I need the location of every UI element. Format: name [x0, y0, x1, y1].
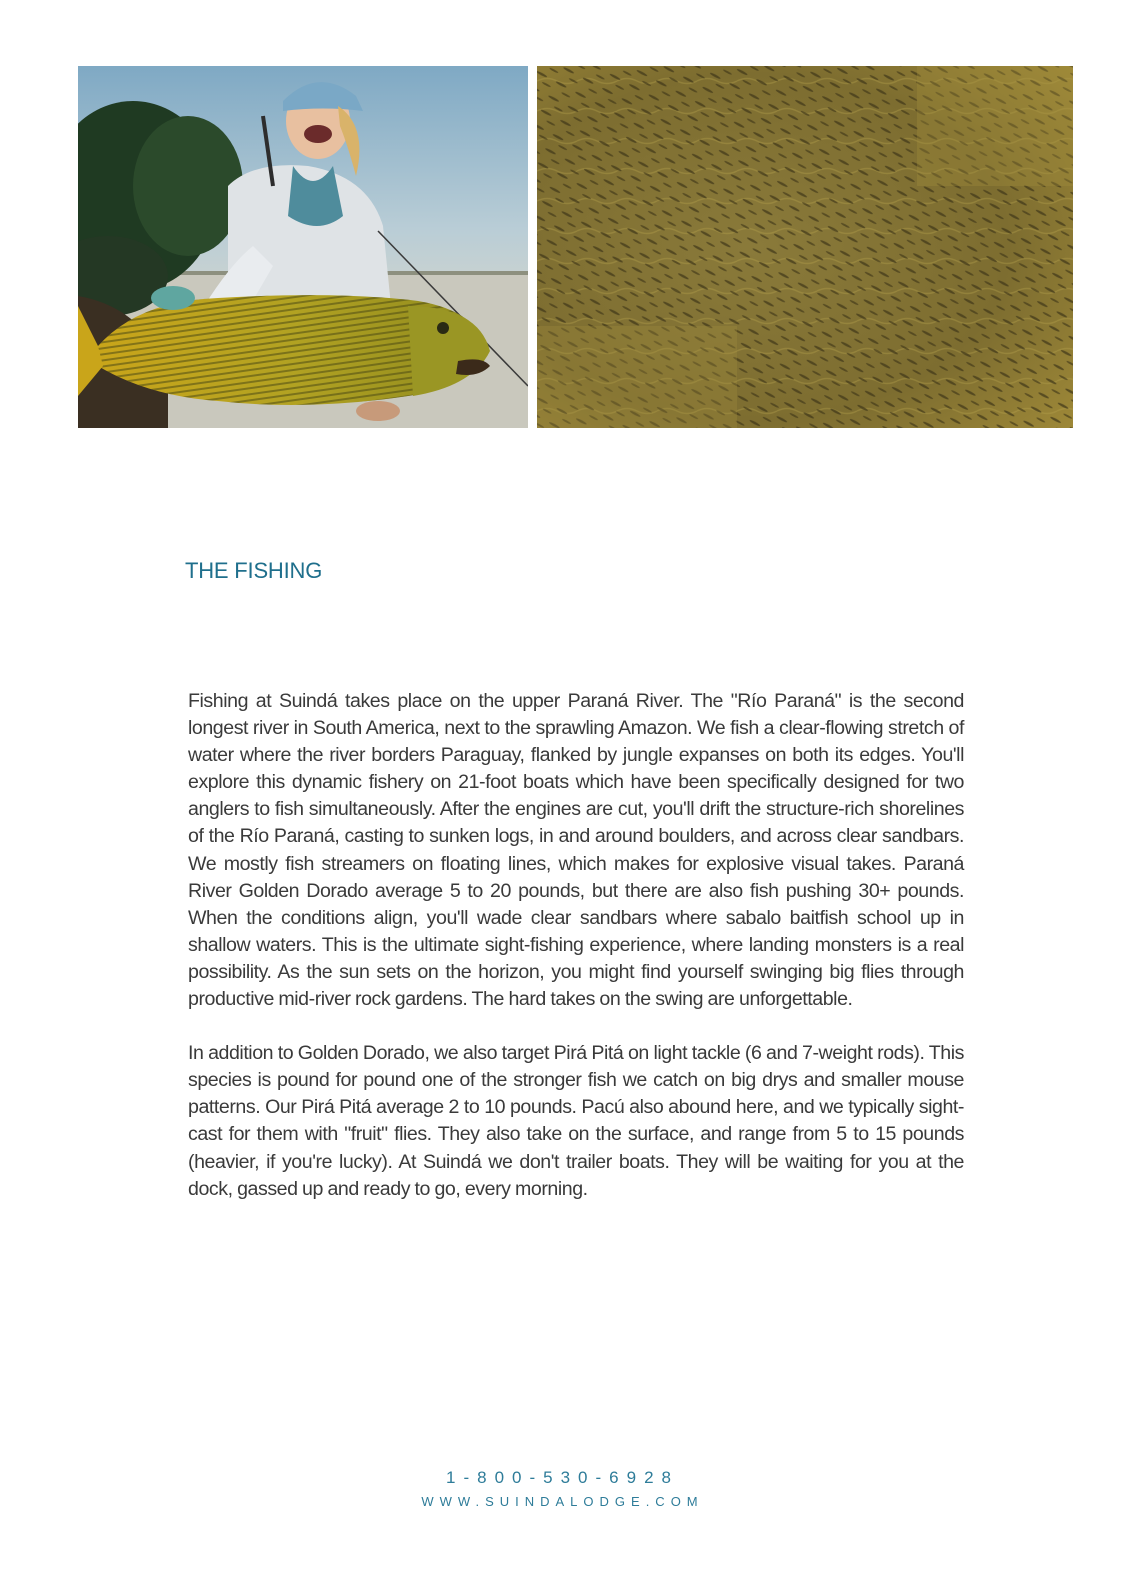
school-of-fish-underwater-photo — [537, 66, 1073, 428]
paragraph: In addition to Golden Dorado, we also target Pirá Pitá on light tackle (6 and 7-weight rods). This species is pound for pound one of the stronger fish we catch on big drys and smaller mouse patterns. Our Pirá Pitá average 2 to 10 pounds. Pacú also abound here, and we typically sight-cast for them with "fruit" flies. They also take on the surface, and range from 5 to 15 pounds (heavier, if you're lucky). At Suindá we don't trailer boats. They will be waiting for you at the dock, gassed up and ready to go, every morning. — [188, 1042, 964, 1200]
page-title: THE FISHING — [185, 558, 323, 583]
footer-website[interactable]: WWW.SUINDALODGE.COM — [421, 1494, 704, 1509]
angler-with-golden-dorado-photo — [78, 66, 528, 428]
paragraph: Fishing at Suindá takes place on the upper Paraná River. The "Río Paraná" is the second longest river in South America, next to the sprawling Amazon. We fish a clear-flowing stretch of water where the river borders Paraguay, flanked by jungle expanses on both its edges. You'll explore this dynamic fishery on 21-foot boats which have been specifically designed for two anglers to fish simultaneously. After the engines are cut, you'll drift the structure-rich shorelines of the Río Paraná, casting to sunken logs, in and around boulders, and across clear sandbars. We mostly fish streamers on floating lines, which makes for explosive visual takes. Paraná River Golden Dorado average 5 to 20 pounds, but there are also fish pushing 30+ pounds. When the conditions align, you'll wade clear sandbars where sabalo baitfish school up in shallow waters. This is the ultimate sight-fishing experience, where landing monsters is a real possibility. As the sun sets on the horizon, you might find yourself swinging big flies through productive mid-river rock gardens. The hard takes on the swing are unforgettable. — [188, 690, 964, 1011]
body-text — [188, 688, 964, 1230]
footer-phone: 1-800-530-6928 — [446, 1468, 679, 1487]
